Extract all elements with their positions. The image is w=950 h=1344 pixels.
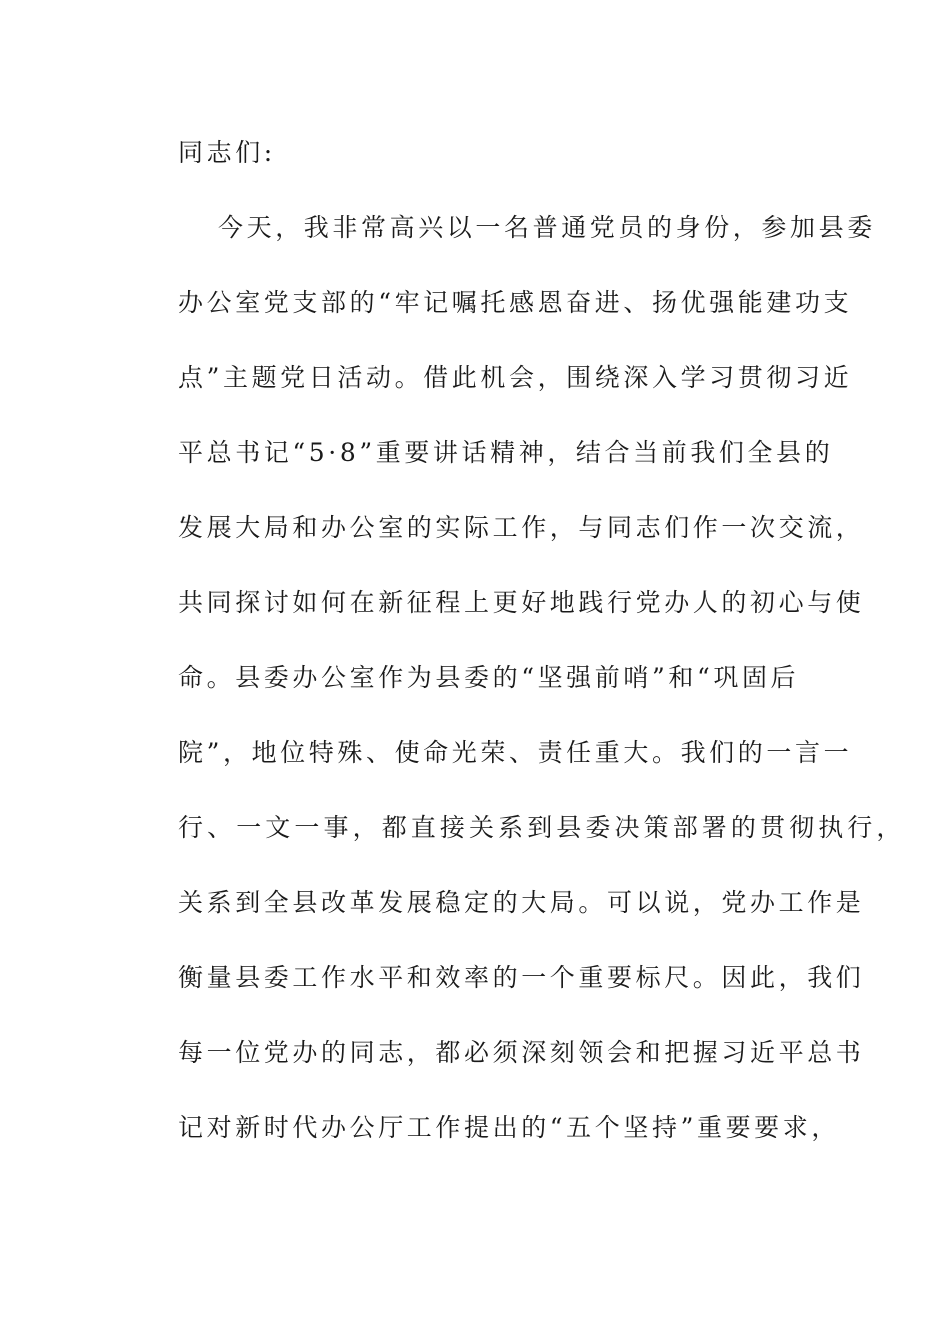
paragraph-line: 每一位党办的同志，都必须深刻领会和把握习近平总书 — [178, 1038, 865, 1067]
paragraph-line: 办公室党支部的“牢记嘱托感恩奋进、扬优强能建功支 — [178, 288, 853, 317]
salutation: 同志们: — [178, 138, 276, 167]
paragraph-line: 行、一文一事，都直接关系到县委决策部署的贯彻执行， — [178, 813, 906, 842]
paragraph-line: 衡量县委工作水平和效率的一个重要标尺。因此，我们 — [178, 963, 865, 992]
paragraph-line: 今天，我非常高兴以一名普通党员的身份，参加县委 — [218, 213, 876, 242]
paragraph-line: 命。县委办公室作为县委的“坚强前哨”和“巩固后 — [178, 663, 800, 692]
paragraph-line: 发展大局和办公室的实际工作，与同志们作一次交流， — [178, 513, 865, 542]
paragraph-line: 平总书记“5·8”重要讲话精神，结合当前我们全县的 — [178, 438, 834, 467]
paragraph-line: 点”主题党日活动。借此机会，围绕深入学习贯彻习近 — [178, 363, 853, 392]
paragraph-line: 记对新时代办公厅工作提出的“五个坚持”重要要求， — [178, 1113, 840, 1142]
paragraph-line: 院”，地位特殊、使命光荣、责任重大。我们的一言一 — [178, 738, 853, 767]
paragraph-line: 共同探讨如何在新征程上更好地践行党办人的初心与使 — [178, 588, 865, 617]
paragraph-line: 关系到全县改革发展稳定的大局。可以说，党办工作是 — [178, 888, 865, 917]
